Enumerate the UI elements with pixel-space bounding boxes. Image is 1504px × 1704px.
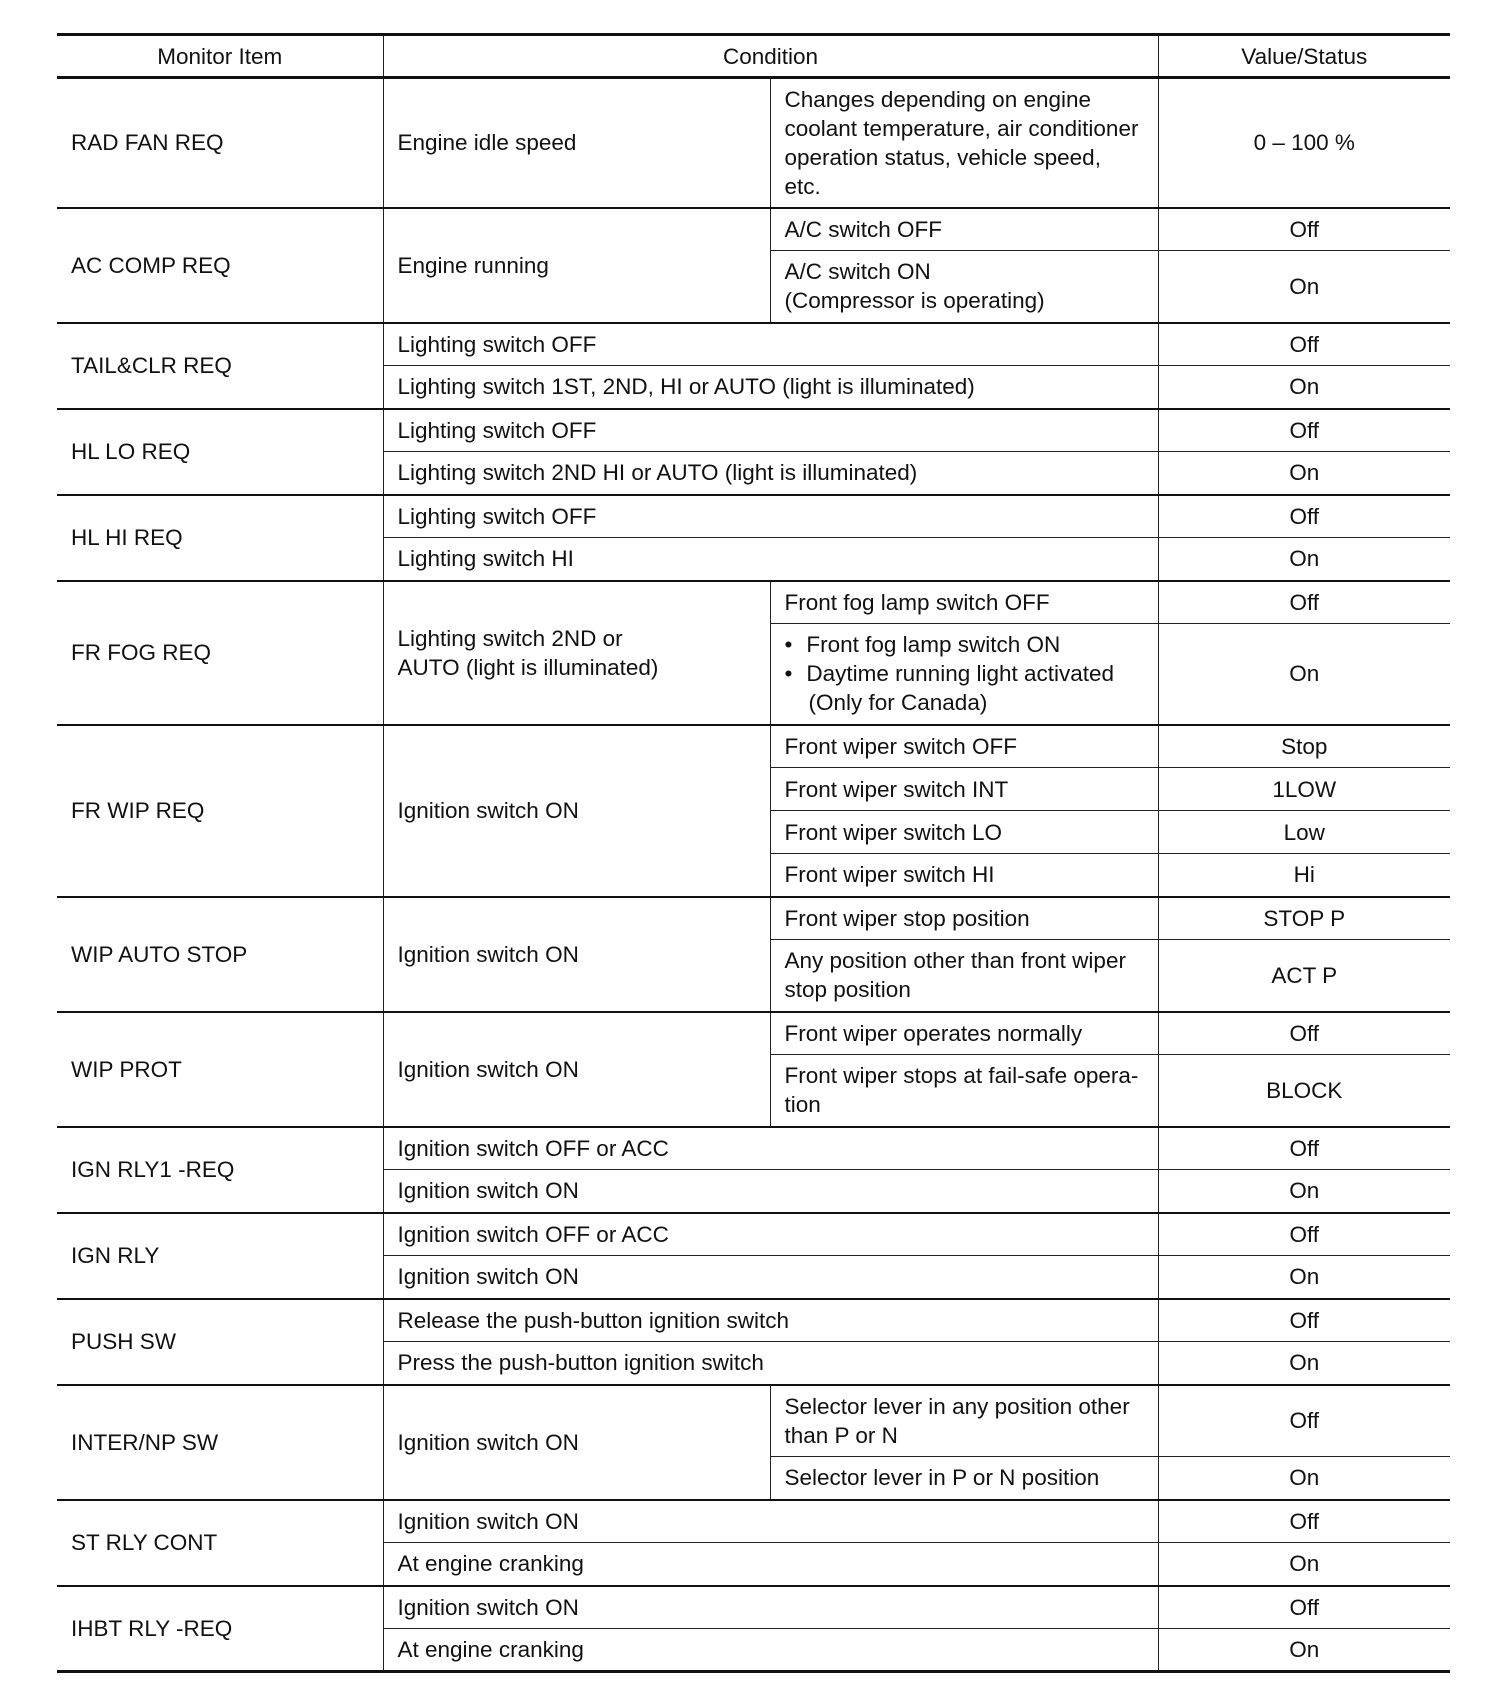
value-status-cell: ACT P <box>1158 940 1450 1012</box>
condition-cell: Lighting switch HI <box>383 538 1158 581</box>
value-status-cell: Off <box>1158 1213 1450 1256</box>
monitor-item-cell: HL LO REQ <box>57 409 383 495</box>
condition-line: than P or N <box>784 1422 898 1448</box>
monitor-item-cell: IGN RLY <box>57 1213 383 1299</box>
condition-cell: Ignition switch ON <box>383 1586 1158 1629</box>
sub-condition-cell <box>770 78 1158 208</box>
condition-line: (Compressor is operating) <box>784 288 1045 314</box>
table-row <box>57 1299 1450 1342</box>
value-status-cell: On <box>1158 1543 1450 1586</box>
monitor-table-container <box>57 33 1450 1673</box>
sub-condition-cell: Front wiper switch HI <box>770 854 1158 897</box>
sub-condition-cell <box>770 251 1158 323</box>
condition-cell: At engine cranking <box>383 1543 1158 1586</box>
table-row <box>57 897 1450 940</box>
sub-condition-cell <box>770 1385 1158 1457</box>
condition-cell: Ignition switch ON <box>383 1500 1158 1543</box>
condition-cell: Ignition switch OFF or ACC <box>383 1127 1158 1170</box>
value-status-cell: On <box>1158 624 1450 725</box>
value-status-cell: Off <box>1158 1586 1450 1629</box>
bullet-item <box>785 659 1144 688</box>
monitor-item-cell: IHBT RLY -REQ <box>57 1586 383 1672</box>
value-status-cell: 0 – 100 % <box>1158 78 1450 208</box>
sub-condition-cell: Front wiper switch LO <box>770 811 1158 854</box>
condition-line: Lighting switch 2ND or <box>397 625 623 651</box>
condition-cell: Ignition switch ON <box>383 1170 1158 1213</box>
condition-cell: Ignition switch ON <box>383 1385 770 1500</box>
condition-cell: Ignition switch ON <box>383 1256 1158 1299</box>
value-status-cell: 1LOW <box>1158 768 1450 811</box>
monitor-item-cell: FR WIP REQ <box>57 725 383 897</box>
monitor-item-cell: RAD FAN REQ <box>57 78 383 208</box>
header-condition: Condition <box>383 35 1158 78</box>
condition-cell: Lighting switch 2ND HI or AUTO (light is illuminated) <box>383 452 1158 495</box>
header-value-status: Value/Status <box>1158 35 1450 78</box>
condition-cell: Engine idle speed <box>383 78 770 208</box>
value-status-cell: Low <box>1158 811 1450 854</box>
bullet-continuation: (Only for Canada) <box>808 690 988 716</box>
value-status-cell: On <box>1158 1342 1450 1385</box>
table-row <box>57 1500 1450 1543</box>
condition-cell: At engine cranking <box>383 1629 1158 1672</box>
monitor-item-cell: INTER/NP SW <box>57 1385 383 1500</box>
sub-condition-cell: Front wiper switch OFF <box>770 725 1158 768</box>
monitor-item-cell: HL HI REQ <box>57 495 383 581</box>
value-status-cell: Stop <box>1158 725 1450 768</box>
value-status-cell: On <box>1158 1256 1450 1299</box>
condition-line: Front wiper stops at fail-safe opera- <box>784 1063 1139 1089</box>
table-row <box>57 208 1450 251</box>
condition-cell: Lighting switch OFF <box>383 409 1158 452</box>
value-status-cell: Off <box>1158 409 1450 452</box>
condition-line: A/C switch ON <box>784 259 931 285</box>
condition-line: etc. <box>784 173 821 199</box>
value-status-cell: Off <box>1158 1385 1450 1457</box>
table-row <box>57 1213 1450 1256</box>
value-status-cell: Off <box>1158 1299 1450 1342</box>
condition-line: coolant temperature, air conditioner <box>784 115 1139 141</box>
condition-line: Any position other than front wiper <box>784 948 1126 974</box>
value-status-cell: On <box>1158 251 1450 323</box>
table-header-row <box>57 35 1450 78</box>
value-status-cell: Off <box>1158 1500 1450 1543</box>
bullet-mark: • <box>784 632 793 658</box>
bullet-text: Front fog lamp switch ON <box>806 632 1061 658</box>
condition-line: tion <box>784 1092 821 1118</box>
table-row <box>57 1385 1450 1457</box>
condition-cell: Release the push-button ignition switch <box>383 1299 1158 1342</box>
table-row <box>57 409 1450 452</box>
table-row <box>57 1127 1450 1170</box>
monitor-item-table <box>57 33 1450 1673</box>
condition-cell: Lighting switch OFF <box>383 323 1158 366</box>
monitor-item-cell: WIP PROT <box>57 1012 383 1127</box>
value-status-cell: Off <box>1158 1012 1450 1055</box>
header-monitor-item: Monitor Item <box>57 35 383 78</box>
monitor-item-cell: ST RLY CONT <box>57 1500 383 1586</box>
bullet-mark: • <box>784 661 793 687</box>
value-status-cell: Off <box>1158 581 1450 624</box>
value-status-cell: Hi <box>1158 854 1450 897</box>
value-status-cell: Off <box>1158 1127 1450 1170</box>
bullet-item <box>785 630 1144 659</box>
sub-condition-cell: Front wiper switch INT <box>770 768 1158 811</box>
sub-condition-cell: Front fog lamp switch OFF <box>770 581 1158 624</box>
condition-cell: Ignition switch OFF or ACC <box>383 1213 1158 1256</box>
monitor-item-cell: IGN RLY1 -REQ <box>57 1127 383 1213</box>
sub-condition-cell: Front wiper operates normally <box>770 1012 1158 1055</box>
value-status-cell: On <box>1158 1457 1450 1500</box>
value-status-cell: On <box>1158 1629 1450 1672</box>
value-status-cell: BLOCK <box>1158 1055 1450 1127</box>
monitor-item-cell: PUSH SW <box>57 1299 383 1385</box>
sub-condition-cell <box>770 940 1158 1012</box>
condition-cell: Press the push-button ignition switch <box>383 1342 1158 1385</box>
monitor-item-cell: WIP AUTO STOP <box>57 897 383 1012</box>
value-status-cell: On <box>1158 366 1450 409</box>
sub-condition-cell <box>770 624 1158 725</box>
condition-line: operation status, vehicle speed, <box>784 144 1101 170</box>
value-status-cell: Off <box>1158 495 1450 538</box>
value-status-cell: On <box>1158 452 1450 495</box>
sub-condition-cell: A/C switch OFF <box>770 208 1158 251</box>
condition-line: Selector lever in any position other <box>784 1393 1130 1419</box>
condition-line: stop position <box>784 977 911 1003</box>
monitor-item-cell: FR FOG REQ <box>57 581 383 725</box>
value-status-cell: On <box>1158 1170 1450 1213</box>
monitor-item-cell: AC COMP REQ <box>57 208 383 323</box>
sub-condition-cell: Front wiper stop position <box>770 897 1158 940</box>
bullet-text: Daytime running light activated <box>806 661 1115 687</box>
value-status-cell: Off <box>1158 208 1450 251</box>
monitor-item-cell: TAIL&CLR REQ <box>57 323 383 409</box>
condition-line: Changes depending on engine <box>784 86 1092 112</box>
table-row <box>57 581 1450 624</box>
table-row <box>57 78 1450 208</box>
condition-line: AUTO (light is illuminated) <box>397 654 659 680</box>
sub-condition-cell: Selector lever in P or N position <box>770 1457 1158 1500</box>
table-row <box>57 495 1450 538</box>
table-row <box>57 1012 1450 1055</box>
value-status-cell: Off <box>1158 323 1450 366</box>
condition-cell: Ignition switch ON <box>383 725 770 897</box>
condition-cell <box>383 581 770 725</box>
table-row <box>57 725 1450 768</box>
sub-condition-cell <box>770 1055 1158 1127</box>
condition-cell: Engine running <box>383 208 770 323</box>
condition-cell: Lighting switch OFF <box>383 495 1158 538</box>
value-status-cell: On <box>1158 538 1450 581</box>
condition-cell: Lighting switch 1ST, 2ND, HI or AUTO (light is illuminated) <box>383 366 1158 409</box>
table-row <box>57 323 1450 366</box>
condition-cell: Ignition switch ON <box>383 1012 770 1127</box>
table-row <box>57 1586 1450 1629</box>
condition-cell: Ignition switch ON <box>383 897 770 1012</box>
value-status-cell: STOP P <box>1158 897 1450 940</box>
